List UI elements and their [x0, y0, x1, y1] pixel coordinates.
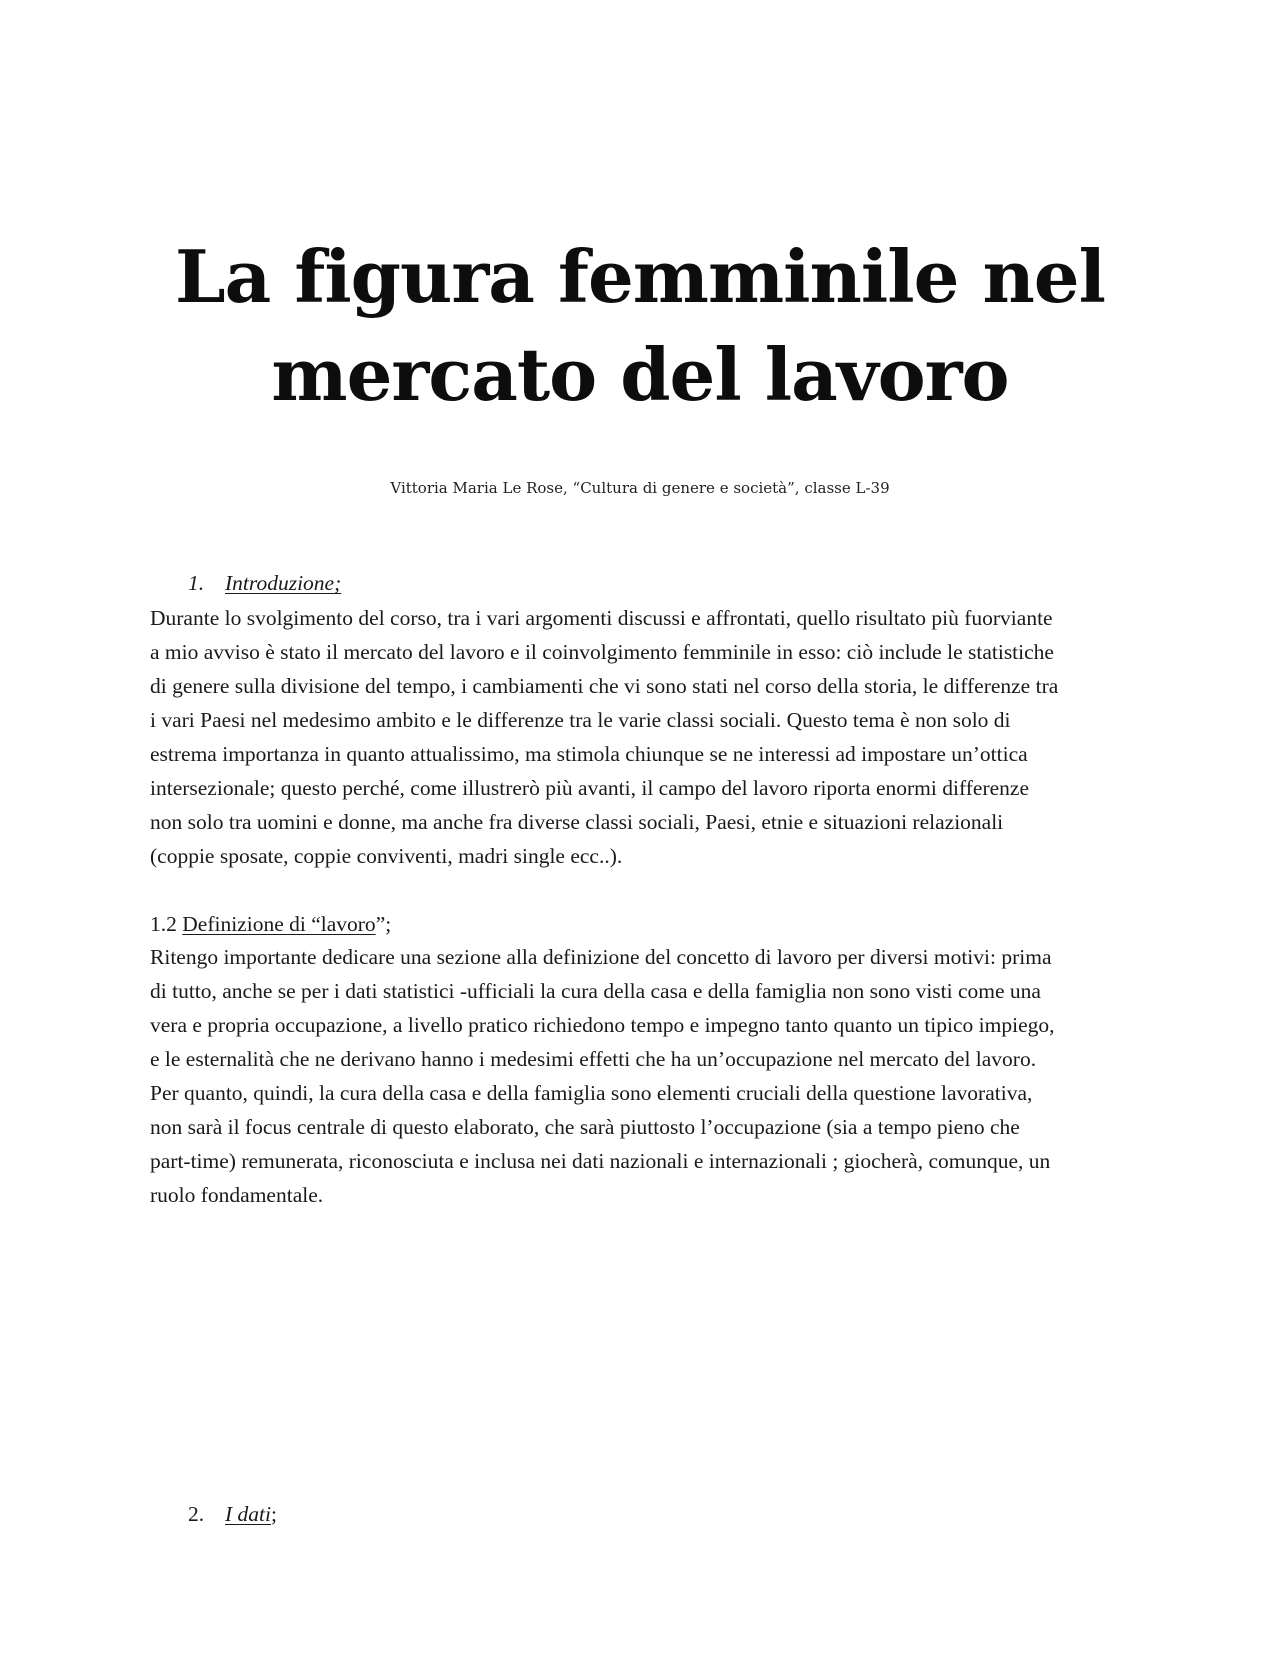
section-1-number: 1.	[188, 571, 205, 595]
section-1-2-heading	[150, 911, 391, 937]
paragraph-line: i vari Paesi nel medesimo ambito e le differenze tra le varie classi sociali. Questo tema è non solo di	[150, 708, 1011, 732]
paragraph-line: di tutto, anche se per i dati statistici -ufficiali la cura della casa e della famiglia non sono visti come una	[150, 979, 1041, 1003]
author-subtitle: Vittoria Maria Le Rose, “Cultura di genere e società”, classe L-39	[390, 479, 890, 497]
section-1-2-suffix: ”;	[375, 912, 392, 936]
section-1-paragraph	[150, 601, 1130, 873]
section-2-heading	[188, 1501, 277, 1527]
section-2-title: I dati	[225, 1502, 271, 1526]
section-1-heading	[188, 570, 341, 596]
section-2-number: 2.	[188, 1502, 205, 1526]
title-line-2: mercato del lavoro	[271, 332, 1009, 417]
paragraph-line: estrema importanza in quanto attualissimo, ma stimola chiunque se ne interessi ad impostare un’ottica	[150, 742, 1028, 766]
section-1-title: Introduzione;	[225, 571, 342, 595]
title-line-1: La figura femminile nel	[175, 234, 1105, 319]
section-1-2-number: 1.2	[150, 912, 177, 936]
paragraph-line: a mio avviso è stato il mercato del lavoro e il coinvolgimento femminile in esso: ciò include le statistiche	[150, 640, 1054, 664]
paragraph-line: (coppie sposate, coppie conviventi, madri single ecc..).	[150, 844, 623, 868]
paragraph-line: vera e propria occupazione, a livello pratico richiedono tempo e impegno tanto quanto un tipico impiego,	[150, 1013, 1055, 1037]
section-1-2-title: Definizione di “lavoro	[182, 912, 376, 936]
paragraph-line: Per quanto, quindi, la cura della casa e della famiglia sono elementi cruciali della questione lavorativa,	[150, 1081, 1033, 1105]
paragraph-line: part-time) remunerata, riconosciuta e inclusa nei dati nazionali e internazionali ; giocherà, comunque, un	[150, 1149, 1051, 1173]
paragraph-line: intersezionale; questo perché, come illustrerò più avanti, il campo del lavoro riporta enormi differenze	[150, 776, 1029, 800]
section-2-suffix: ;	[270, 1502, 277, 1526]
paragraph-line: Durante lo svolgimento del corso, tra i vari argomenti discussi e affrontati, quello risultato più fuorviante	[150, 606, 1053, 630]
paragraph-line: non sarà il focus centrale di questo elaborato, che sarà piuttosto l’occupazione (sia a tempo pieno che	[150, 1115, 1020, 1139]
paragraph-line: e le esternalità che ne derivano hanno i medesimi effetti che ha un’occupazione nel mercato del lavoro.	[150, 1047, 1037, 1071]
paragraph-line: non solo tra uomini e donne, ma anche fra diverse classi sociali, Paesi, etnie e situazioni relazionali	[150, 810, 1004, 834]
paragraph-line: Ritengo importante dedicare una sezione alla definizione del concetto di lavoro per diversi motivi: prima	[150, 945, 1052, 969]
document-title	[0, 228, 1280, 424]
section-1-2-paragraph	[150, 940, 1130, 1212]
paragraph-line: ruolo fondamentale.	[150, 1183, 324, 1207]
paragraph-line: di genere sulla divisione del tempo, i cambiamenti che vi sono stati nel corso della storia, le differenze tra	[150, 674, 1059, 698]
